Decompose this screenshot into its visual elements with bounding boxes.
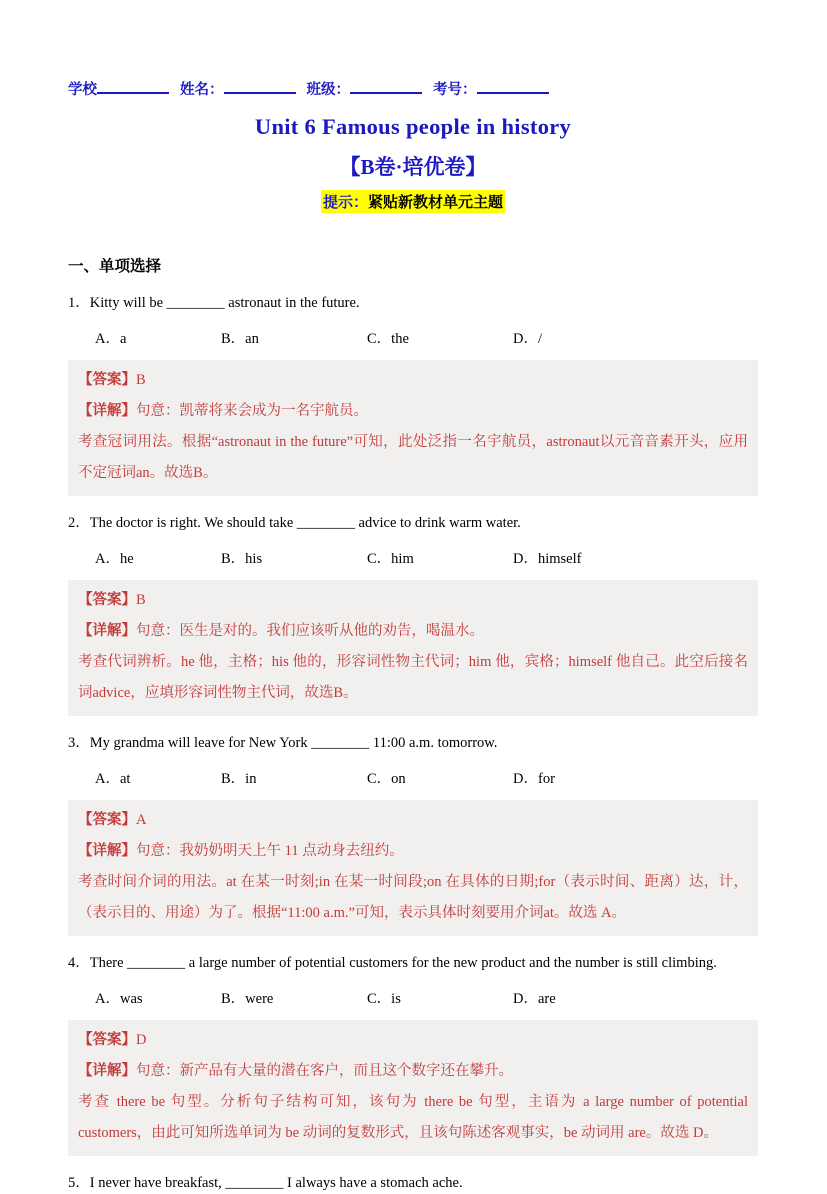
tip-highlight — [321, 190, 505, 213]
question-2-text: The doctor is right. We should take ________ advice to drink warm water. — [89, 515, 521, 531]
detail-line — [78, 396, 748, 427]
answer-label: 【答案】 — [78, 1032, 136, 1048]
detail-line — [78, 836, 748, 867]
question-3-stem — [68, 733, 758, 754]
question-2-option-d — [513, 547, 758, 568]
answer-label: 【答案】 — [78, 592, 136, 608]
name-label: 姓名： — [180, 82, 224, 98]
question-4-option-c — [367, 987, 513, 1008]
option-c-text: on — [391, 771, 406, 787]
option-c-text: is — [391, 991, 401, 1007]
school-blank-line — [97, 81, 169, 94]
question-4-option-b — [221, 987, 367, 1008]
option-a-text: he — [119, 551, 134, 567]
option-c-label: C． — [367, 331, 392, 347]
answer-label: 【答案】 — [78, 812, 136, 828]
question-4-option-a — [95, 987, 221, 1008]
option-a-label: A． — [95, 771, 120, 787]
question-2-number: 2． — [68, 515, 90, 531]
question-5-stem — [68, 1173, 758, 1194]
question-3-option-b — [221, 767, 367, 788]
option-b-text: his — [245, 551, 263, 567]
detail-label: 【详解】 — [78, 623, 136, 639]
question-2-option-a — [95, 547, 221, 568]
question-3-answer-block — [68, 800, 758, 936]
tip-text: 紧贴新教材单元主题 — [368, 194, 504, 211]
school-field — [68, 78, 169, 99]
question-5-text: I never have breakfast, ________ I always have a stomach ache. — [89, 1175, 463, 1191]
option-b-label: B． — [221, 331, 246, 347]
option-d-text: for — [537, 771, 555, 787]
option-b-label: B． — [221, 551, 246, 567]
analysis-paragraph: 考查时间介词的用法。at 在某一时刻;in 在某一时间段;on 在具体的日期;for（表示时间、距离）达，计，（表示目的、用途）为了。根据“11:00 a.m.”可知，表示具体时刻要用介词at。故选 A。 — [78, 874, 748, 921]
question-2-options — [68, 547, 758, 568]
answer-value: B — [136, 592, 146, 608]
tip-label: 提示： — [322, 194, 368, 211]
option-d-text: / — [537, 331, 543, 347]
question-4-stem — [68, 953, 758, 974]
answer-value: D — [136, 1032, 147, 1048]
option-c-label: C． — [367, 771, 392, 787]
school-label: 学校 — [68, 82, 97, 98]
answer-line — [78, 585, 748, 616]
question-3-options — [68, 767, 758, 788]
analysis-paragraph: 考查 there be 句型。分析句子结构可知，该句为 there be 句型，主语为 a large number of potential customers，由此可知所选单词为 be 动词的复数形式，且该句陈述客观事实，be 动词用 are。故选 D。 — [78, 1094, 748, 1141]
question-1-option-b — [221, 327, 367, 348]
question-1-option-d — [513, 327, 758, 348]
option-c-label: C． — [367, 991, 392, 1007]
option-c-label: C． — [367, 551, 392, 567]
question-4-answer-block — [68, 1020, 758, 1156]
option-a-label: A． — [95, 551, 120, 567]
exam-number-blank-line — [477, 81, 549, 94]
analysis-paragraph: 考查代词辨析。he 他，主格；his 他的，形容词性物主代词；him 他，宾格；himself 他自己。此空后接名词advice，应填形容词性物主代词，故选B。 — [78, 654, 748, 701]
name-field — [180, 78, 296, 99]
name-blank-line — [224, 81, 296, 94]
option-b-text: were — [245, 991, 274, 1007]
question-4-text: There ________ a large number of potential customers for the new product and the number is still climbing. — [89, 955, 717, 971]
unit-title: Unit 6 Famous people in history — [254, 114, 572, 139]
sentence-meaning: 句意：新产品有大量的潜在客户，而且这个数字还在攀升。 — [136, 1063, 513, 1079]
paper-subtitle: 【B卷·培优卷】 — [339, 155, 487, 179]
option-d-label: D． — [513, 771, 538, 787]
question-1 — [68, 293, 758, 496]
class-field — [307, 78, 423, 99]
class-blank-line — [350, 81, 422, 94]
option-a-text: was — [119, 991, 143, 1007]
detail-label: 【详解】 — [78, 843, 136, 859]
question-3-number: 3． — [68, 735, 90, 751]
sentence-meaning: 句意：凯蒂将来会成为一名宇航员。 — [136, 403, 368, 419]
exam-number-field — [433, 78, 549, 99]
option-b-text: in — [245, 771, 257, 787]
answer-line — [78, 365, 748, 396]
question-1-number: 1． — [68, 295, 90, 311]
option-d-label: D． — [513, 331, 538, 347]
tip-row — [68, 190, 758, 213]
option-d-text: himself — [537, 551, 582, 567]
question-2-option-c — [367, 547, 513, 568]
question-3-option-a — [95, 767, 221, 788]
option-a-text: a — [119, 331, 127, 347]
answer-line — [78, 1025, 748, 1056]
question-1-stem — [68, 293, 758, 314]
section-heading: 一、单项选择 — [68, 258, 162, 275]
option-a-label: A． — [95, 331, 120, 347]
question-4-option-d — [513, 987, 758, 1008]
class-label: 班级： — [306, 82, 350, 98]
answer-label: 【答案】 — [78, 372, 136, 388]
question-4-options — [68, 987, 758, 1008]
question-1-option-c — [367, 327, 513, 348]
detail-line — [78, 616, 748, 647]
option-d-label: D． — [513, 551, 538, 567]
question-3-option-d — [513, 767, 758, 788]
option-a-text: at — [119, 771, 131, 787]
question-3-text: My grandma will leave for New York ________ 11:00 a.m. tomorrow. — [89, 735, 498, 751]
question-5-number: 5． — [68, 1175, 90, 1191]
option-c-text: the — [391, 331, 409, 347]
detail-label: 【详解】 — [78, 403, 136, 419]
question-5 — [68, 1173, 758, 1194]
question-3 — [68, 733, 758, 936]
question-2 — [68, 513, 758, 716]
option-d-label: D． — [513, 991, 538, 1007]
detail-line — [78, 1056, 748, 1087]
question-4-number: 4． — [68, 955, 90, 971]
detail-label: 【详解】 — [78, 1063, 136, 1079]
exam-number-label: 考号： — [433, 82, 477, 98]
option-d-text: are — [537, 991, 556, 1007]
question-1-text: Kitty will be ________ astronaut in the future. — [89, 295, 360, 311]
sentence-meaning: 句意：医生是对的。我们应该听从他的劝告，喝温水。 — [136, 623, 484, 639]
question-1-options — [68, 327, 758, 348]
analysis-paragraph: 考查冠词用法。根据“astronaut in the future”可知，此处泛指一名宇航员，astronaut以元音音素开头，应用不定冠词an。故选B。 — [78, 434, 748, 481]
option-b-text: an — [245, 331, 259, 347]
exam-header-fields — [68, 78, 758, 99]
question-2-answer-block — [68, 580, 758, 716]
option-b-label: B． — [221, 771, 246, 787]
answer-value: A — [136, 812, 147, 828]
option-a-label: A． — [95, 991, 120, 1007]
option-c-text: him — [391, 551, 414, 567]
question-2-option-b — [221, 547, 367, 568]
answer-line — [78, 805, 748, 836]
answer-value: B — [136, 372, 146, 388]
question-3-option-c — [367, 767, 513, 788]
question-2-stem — [68, 513, 758, 534]
sentence-meaning: 句意：我奶奶明天上午 11 点动身去纽约。 — [136, 843, 404, 859]
question-4 — [68, 953, 758, 1156]
option-b-label: B． — [221, 991, 246, 1007]
question-1-option-a — [95, 327, 221, 348]
question-1-answer-block — [68, 360, 758, 496]
